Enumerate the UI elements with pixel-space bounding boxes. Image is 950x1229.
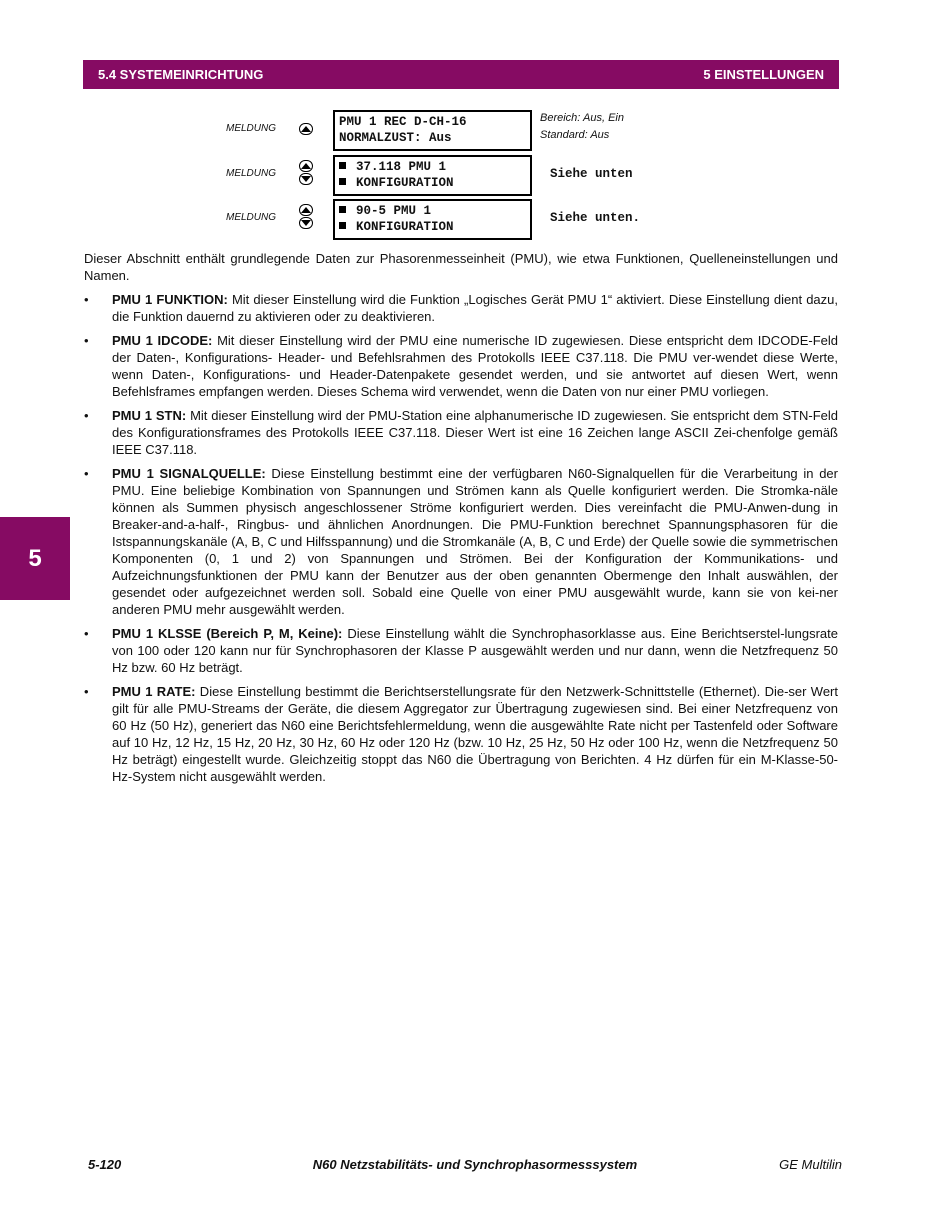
see-below-note: Siehe unten — [550, 167, 633, 181]
message-row — [0, 110, 950, 152]
setting-description: Diese Einstellung bestimmt die Berichtserstellungsrate für den Netzwerk-Schnittstelle (Ethernet). Die-ser Wert gilt für alle PMU-Streams der Geräte, die diesem Aggregator zur Übertragung zugewiesen sind. Bei einer Netzfrequenz von 60 Hz (50 Hz), generiert das N60 eine Berichtsfehlermeldung, wenn die ausgewählte Rate nicht per Tastenfeld oder Software auf 10 Hz, 12 Hz, 15 Hz, 20 Hz, 30 Hz, 60 Hz oder 120 Hz (bzw. 10 Hz, 25 Hz, 50 Hz oder 100 Hz, wenn die Netzfrequenz 50 Hz beträgt) eingestellt wurde. Gleichzeitig stoppt das N60 die Übertragung von Berichten. 4 Hz dürfen für ein M-Klasse-50-Hz-System nicht ausgewählt werden. — [112, 684, 838, 784]
bullet-dot-icon: • — [84, 292, 89, 307]
intro-paragraph: Dieser Abschnitt enthält grundlegende Daten zur Phasorenmesseinheit (PMU), wie etwa Funktionen, Quelleneinstellungen und Namen. — [84, 251, 838, 283]
message-label: MELDUNG — [226, 212, 277, 223]
default-text: Standard: Aus — [540, 129, 610, 141]
bullet-item — [84, 332, 838, 400]
bullet-dot-icon: • — [84, 626, 89, 641]
setting-description: Mit dieser Einstellung wird der PMU-Station eine alphanumerische ID zugewiesen. Sie entspricht dem STN-Feld des Konfigurationsframes des Protokolls IEEE C37.118. Dieser Wert ist eine 16 Zeichen lange ASCII Zei-chenfolge gemäß IEEE C37.118. — [112, 408, 839, 457]
up-arrow-icon — [299, 160, 313, 172]
company-name: GE Multilin — [779, 1157, 842, 1172]
lcd-line: 90-5 PMU 1 — [356, 204, 432, 218]
down-arrow-icon — [299, 217, 313, 229]
see-below-note: Siehe unten. — [550, 211, 641, 225]
bullet-square-icon — [339, 178, 346, 185]
scroll-up-key — [299, 123, 313, 135]
bullet-item — [84, 683, 838, 785]
setting-range — [540, 110, 624, 144]
setting-description: Diese Einstellung bestimmt eine der verfügbaren N60-Signalquellen für die Verarbeitung in der PMU. Eine beliebige Kombination von Spannungen und Strömen kann als Quelle konfiguriert werden. Die Stromka-näle können als Summen physisch angeschlossener Ströme konfiguriert werden. Dies vereinfacht die PMU-Anwen-dung in Breaker-and-a-half-, Ringbus- und ähnlichen Anordnungen. Die PMU-Funktion berechnet Spannungsphasoren für die Istspannungskanäle (A, B, C und Hilfsspannung) und die Stromkanäle (A, B, C und Erde) der Quelle sowie die symmetrischen Komponenten (0, 1 und 2) von Spannungen und Strömen. Bei der Konfiguration der Kommunikations- und Aufzeichnungsfunktionen der PMU kann der Benutzer aus der oben genannten Obermenge den Inhalt auswählen, der gesendet oder aufgezeichnet werden soll. Sobald eine Quelle von einer PMU ausgewählt wurde, kann sie von kei-ner anderen PMU mehr ausgewählt werden. — [112, 466, 838, 617]
down-arrow-icon — [299, 173, 313, 185]
bullet-item — [84, 625, 838, 676]
lcd-line: NORMALZUST: Aus — [339, 131, 452, 145]
bullet-item — [84, 407, 838, 458]
lcd-display — [333, 110, 532, 151]
bullet-square-icon — [339, 162, 346, 169]
section-header-bar — [83, 60, 839, 89]
setting-term: PMU 1 FUNKTION: — [112, 292, 228, 307]
range-text: Bereich: Aus, Ein — [540, 112, 624, 124]
chapter-title: 5 EINSTELLUNGEN — [703, 67, 824, 82]
setting-term: PMU 1 IDCODE: — [112, 333, 213, 348]
section-title: 5.4 SYSTEMEINRICHTUNG — [98, 67, 264, 82]
bullet-item — [84, 291, 838, 325]
lcd-line: PMU 1 REC D-CH-16 — [339, 115, 467, 129]
chapter-side-tab: 5 — [0, 517, 70, 600]
up-arrow-icon — [299, 204, 313, 216]
message-label: MELDUNG — [226, 168, 277, 179]
lcd-line: 37.118 PMU 1 — [356, 160, 447, 174]
setting-term: PMU 1 KLSSE (Bereich P, M, Keine): — [112, 626, 343, 641]
message-row — [0, 155, 950, 197]
setting-term: PMU 1 RATE: — [112, 684, 196, 699]
bullet-dot-icon: • — [84, 466, 89, 481]
setting-term: PMU 1 SIGNALQUELLE: — [112, 466, 266, 481]
setting-term: PMU 1 STN: — [112, 408, 187, 423]
lcd-display — [333, 199, 532, 240]
lcd-line: KONFIGURATION — [356, 220, 454, 234]
bullet-item — [84, 465, 838, 618]
lcd-display — [333, 155, 532, 196]
setting-description: Mit dieser Einstellung wird der PMU eine numerische ID zugewiesen. Diese entspricht dem IDCODE-Feld der Daten-, Konfigurations- Header- und Befehlsrahmen des Protokolls IEEE C37.118. Die PMU ver-wendet diese Werte, wenn Daten-, Konfigurations- und Header-Datenpakete gesendet werden, und sie antwortet auf diesen Wert, wenn Befehlsframes empfangen werden. Dieses Schema wird verwendet, wenn die Daten von nur einer PMU vorliegen. — [112, 333, 838, 399]
message-row — [0, 199, 950, 241]
page-number: 5-120 — [88, 1157, 122, 1172]
bullet-square-icon — [339, 206, 346, 213]
bullet-square-icon — [339, 222, 346, 229]
scroll-keys — [299, 204, 313, 229]
message-label: MELDUNG — [226, 123, 277, 134]
up-arrow-icon — [299, 123, 313, 135]
body-text — [84, 250, 838, 792]
document-title: N60 Netzstabilitäts- und Synchrophasormesssystem — [312, 1157, 638, 1172]
setting-description: Diese Einstellung wählt die Synchrophasorklasse aus. Eine Berichtserstel-lungsrate von 100 oder 120 kann nur für Synchrophasoren der Klasse P ausgewählt werden und nur dann, wenn die Netzfrequenz 50 Hz bzw. 60 Hz beträgt. — [112, 626, 839, 675]
bullet-dot-icon: • — [84, 408, 89, 423]
scroll-keys — [299, 160, 313, 185]
bullet-dot-icon: • — [84, 684, 89, 699]
setting-description: Mit dieser Einstellung wird die Funktion „Logisches Gerät PMU 1“ aktiviert. Diese Einstellung dient dazu, die Funktion dauernd zu aktivieren oder zu deaktivieren. — [112, 292, 838, 324]
lcd-line: KONFIGURATION — [356, 176, 454, 190]
bullet-dot-icon: • — [84, 333, 89, 348]
